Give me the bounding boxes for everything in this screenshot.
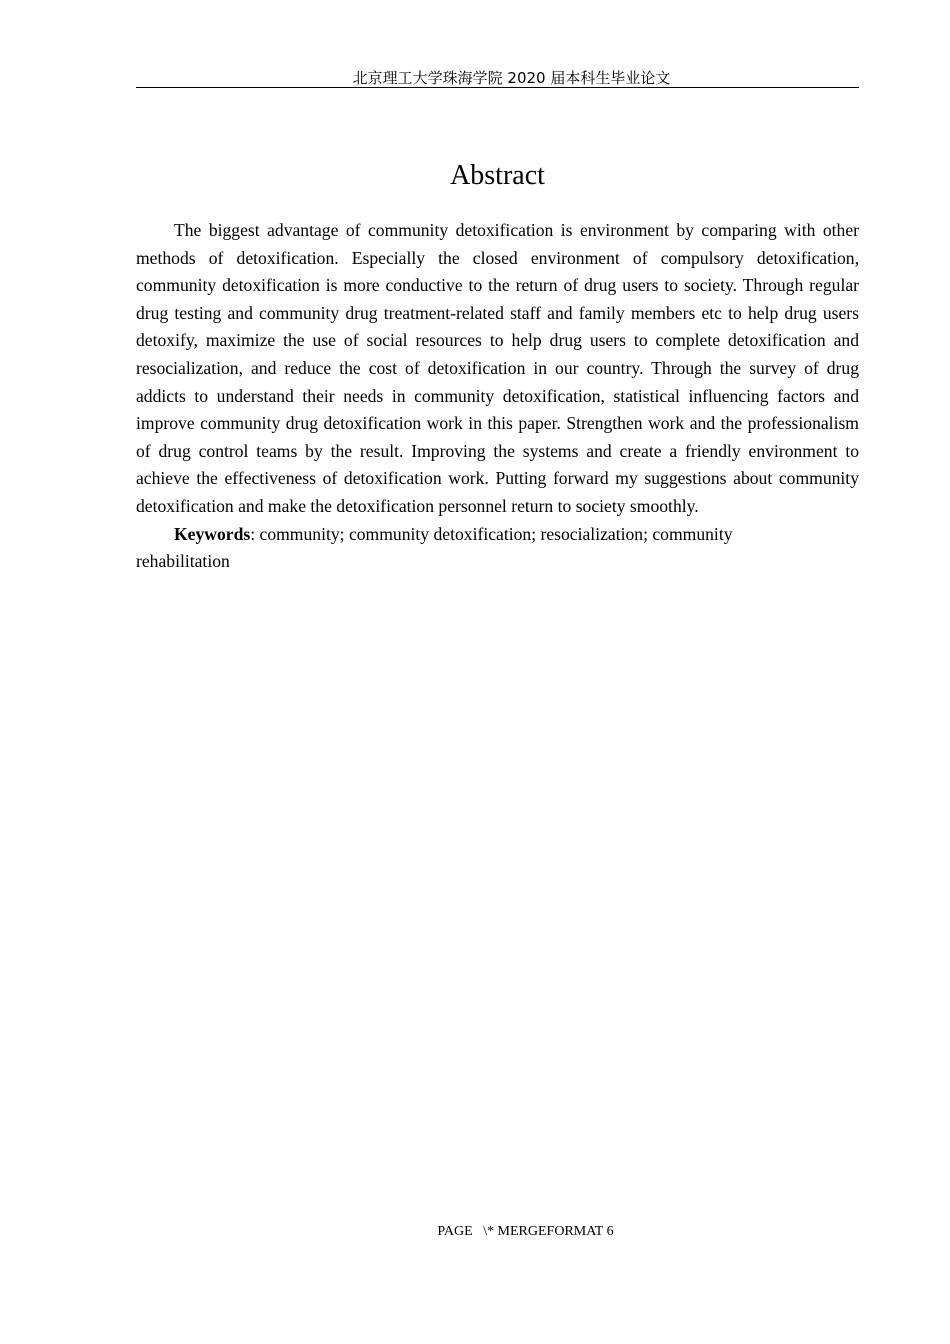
page-footer — [136, 1222, 859, 1242]
keywords-text: : community; community detoxification; resocialization; community rehabilitation — [136, 523, 733, 572]
abstract-paragraph: The biggest advantage of community detoxification is environment by comparing with other methods of detoxification. Especially the closed environment of compulsory detoxification, community detoxification is more conductive to the return of drug users to society. Through regular drug testing and community drug treatment-related staff and family members etc to help drug users detoxify, maximize the use of social resources to help drug users to complete detoxification and resocialization, and reduce the cost of detoxification in our country. Through the survey of drug addicts to understand their needs in community detoxification, statistical influencing factors and improve community drug detoxification work in this paper. Strengthen work and the professionalism of drug control teams by the result. Improving the systems and create a friendly environment to achieve the effectiveness of detoxification work. Putting forward my suggestions about community detoxification and make the detoxification personnel return to society smoothly. — [136, 220, 859, 516]
running-header — [136, 68, 859, 88]
abstract-section — [136, 217, 859, 576]
page-number-field: PAGE \* MERGEFORMAT 6 — [437, 1224, 614, 1239]
running-header-title: 北京理工大学珠海学院 2020 届本科生毕业论文 — [352, 69, 671, 87]
page-title: Abstract — [450, 160, 545, 191]
keywords-line — [136, 521, 786, 576]
keywords-label: Keywords — [174, 523, 251, 544]
